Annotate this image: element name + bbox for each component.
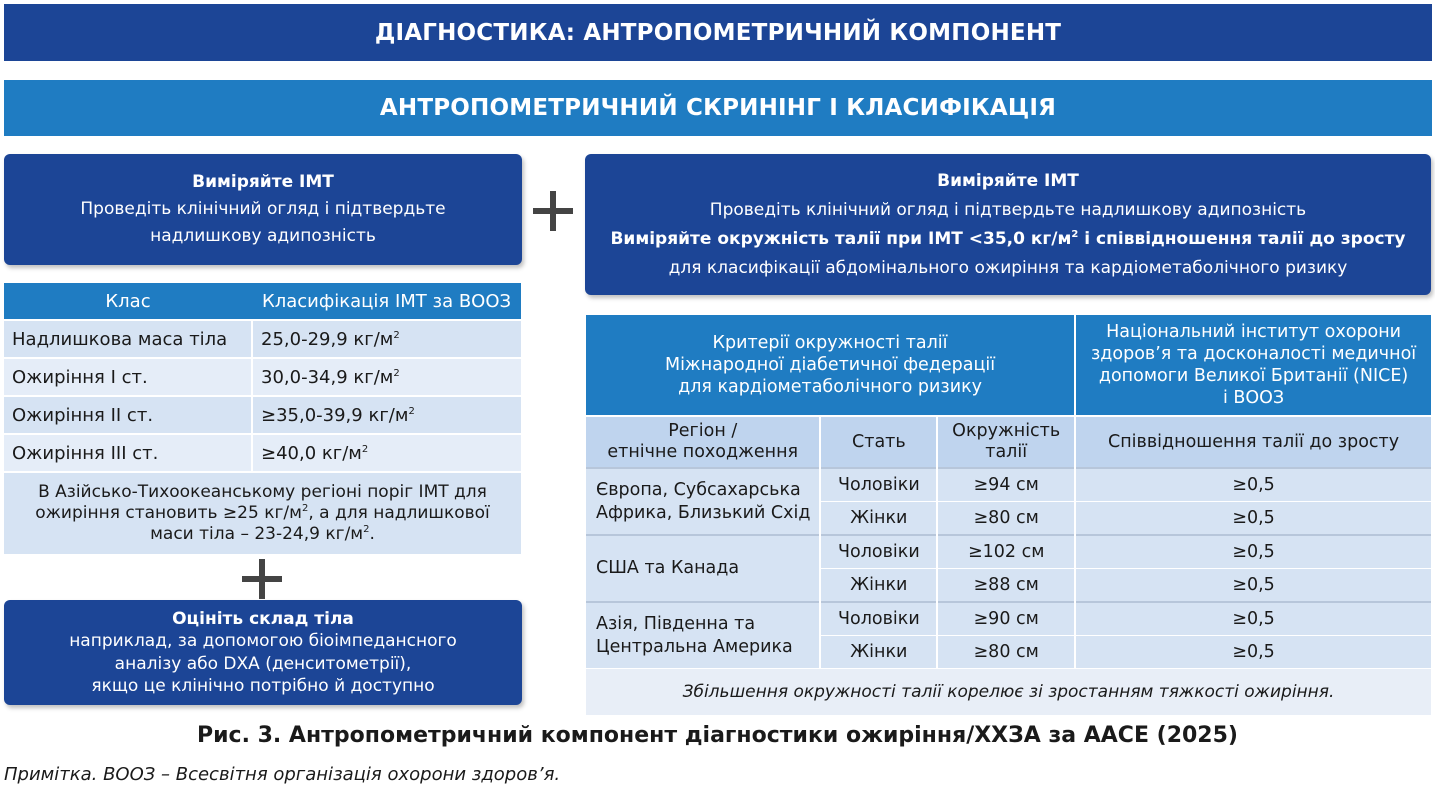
bmi-cell [252, 358, 521, 396]
region-cell [586, 535, 820, 602]
main-title-banner [4, 4, 1432, 61]
idf-header-line: Критерії окружності талії [712, 333, 948, 353]
col-header-ratio: Співвідношення талії до зросту [1075, 416, 1431, 468]
waist-footnote: Збільшення окружності талії корелює зі зростанням тяжкості ожиріння. [586, 669, 1431, 716]
figure-caption: Рис. 3. Антропометричний компонент діагностики ожиріння/ХХЗА за AACE (2025) [197, 723, 1238, 748]
col-header-region-line: Регіон / [668, 421, 738, 441]
measure-waist-line: Проведіть клінічний огляд і підтвердьте надлишкову адипозність [709, 199, 1307, 220]
nice-header [1075, 315, 1431, 416]
col-header-bmi: Класифікація ІМТ за ВООЗ [252, 283, 521, 320]
body-composition-heading: Оцініть склад тіла [172, 608, 354, 629]
main-title: ДІАГНОСТИКА: АНТРОПОМЕТРИЧНИЙ КОМПОНЕНТ [374, 19, 1062, 46]
region-cell [586, 468, 820, 535]
col-header-region [586, 416, 820, 468]
ratio-cell: ≥0,5 [1075, 569, 1431, 603]
bmi-value: ≥40,0 кг/м [261, 442, 362, 464]
body-composition-line: аналізу або DXA (денситометрії), [114, 653, 412, 674]
sex-cell: Жінки [820, 569, 937, 603]
section-title-banner [4, 80, 1432, 136]
measure-bmi-box [4, 154, 522, 265]
col-header-waist-line: Окружність [952, 421, 1061, 441]
measure-waist-heading: Виміряйте ІМТ [937, 170, 1079, 191]
waist-cell: ≥94 см [937, 468, 1075, 502]
measure-waist-line: для класифікації абдомінального ожиріння та кардіометаболічного ризику [668, 257, 1348, 278]
region-line: США та Канада [596, 558, 740, 578]
col-header-waist-line: талії [985, 442, 1028, 462]
table-row [4, 434, 521, 472]
col-header-region-line: етнічне походження [607, 442, 799, 462]
asia-pacific-note [4, 472, 521, 554]
bmi-value: 30,0-34,9 кг/м [261, 366, 394, 388]
measure-waist-emphasis [585, 225, 1431, 254]
bmi-classification-table [4, 283, 521, 554]
table-row [4, 396, 521, 434]
superscript: 2 [408, 405, 415, 417]
table-row [586, 602, 1431, 636]
bmi-cell [252, 434, 521, 472]
plus-icon [533, 191, 573, 231]
waist-cell: ≥88 см [937, 569, 1075, 603]
sex-cell: Чоловіки [820, 535, 937, 569]
emphasis-part-b: і співвідношення талії до зросту [1078, 228, 1406, 249]
waist-cell: ≥80 см [937, 636, 1075, 669]
bmi-value: 25,0-29,9 кг/м [261, 328, 394, 350]
measure-bmi-line: Проведіть клінічний огляд і підтвердьте [80, 199, 446, 219]
table-row [4, 358, 521, 396]
class-cell: Ожиріння II ст. [4, 396, 252, 434]
idf-header [586, 315, 1075, 416]
sex-cell: Чоловіки [820, 468, 937, 502]
class-cell: Надлишкова маса тіла [4, 320, 252, 358]
sex-cell: Жінки [820, 502, 937, 536]
superscript: 2 [393, 367, 400, 379]
body-composition-line: якщо це клінічно потрібно й доступно [91, 676, 435, 696]
bmi-cell [252, 320, 521, 358]
sex-cell: Чоловіки [820, 602, 937, 636]
measure-bmi-line: надлишкову адипозність [150, 226, 376, 246]
nice-header-line: Національний інститут охорони [1106, 322, 1402, 342]
table-row [4, 320, 521, 358]
nice-header-line: допомоги Великої Британії (NICE) [1098, 366, 1409, 386]
class-cell: Ожиріння I ст. [4, 358, 252, 396]
waist-cell: ≥80 см [937, 502, 1075, 536]
table-row [586, 535, 1431, 569]
region-line: Центральна Америка [596, 636, 793, 657]
waist-criteria-table [586, 315, 1431, 715]
note-part: . [369, 524, 375, 544]
superscript: 2 [363, 524, 370, 535]
measure-waist-box [585, 154, 1431, 295]
region-cell [586, 602, 820, 669]
table-subheader-row [586, 416, 1431, 468]
waist-cell: ≥102 см [937, 535, 1075, 569]
measure-bmi-heading: Виміряйте ІМТ [192, 172, 334, 192]
ratio-cell: ≥0,5 [1075, 602, 1431, 636]
body-composition-line: наприклад, за допомогою біоімпедансного [69, 631, 457, 651]
table-note-row [4, 472, 521, 554]
bmi-cell [252, 396, 521, 434]
superscript: 2 [1071, 228, 1079, 240]
bmi-value: ≥35,0-39,9 кг/м [261, 404, 409, 426]
ratio-cell: ≥0,5 [1075, 468, 1431, 502]
table-footnote-row [586, 669, 1431, 716]
waist-cell: ≥90 см [937, 602, 1075, 636]
note-part: В Азійсько-Тихоокеанському регіоні поріг ІМТ для ожиріння становить ≥25 кг/м [35, 482, 487, 523]
sex-cell: Жінки [820, 636, 937, 669]
ratio-cell: ≥0,5 [1075, 535, 1431, 569]
table-row [586, 468, 1431, 502]
col-header-sex: Стать [820, 416, 937, 468]
nice-header-line: і ВООЗ [1222, 388, 1285, 408]
table-header-row [4, 283, 521, 320]
nice-header-line: здоров’я та досконалості медичної [1090, 344, 1417, 364]
idf-header-line: Міжнародної діабетичної федерації [664, 355, 996, 375]
superscript: 2 [393, 329, 400, 341]
region-line: Європа, Субсахарська [596, 479, 801, 500]
idf-header-line: для кардіометаболічного ризику [678, 377, 983, 397]
plus-icon [242, 559, 282, 599]
ratio-cell: ≥0,5 [1075, 636, 1431, 669]
region-line: Африка, Близький Схід [596, 502, 811, 523]
col-header-class: Клас [4, 283, 252, 320]
superscript: 2 [301, 503, 309, 514]
emphasis-part-a: Виміряйте окружність талії при ІМТ <35,0 кг/м [610, 228, 1072, 249]
note-part: , а для надлишкової маси тіла – 23-24,9 кг/м [150, 503, 490, 544]
col-header-waist [937, 416, 1075, 468]
body-composition-box [4, 600, 522, 705]
region-line: Азія, Південна та [596, 613, 756, 634]
figure-note: Примітка. ВООЗ – Всесвітня організація охорони здоров’я. [4, 764, 561, 785]
section-title: АНТРОПОМЕТРИЧНИЙ СКРИНІНГ І КЛАСИФІКАЦІЯ [379, 95, 1057, 121]
class-cell: Ожиріння III ст. [4, 434, 252, 472]
superscript: 2 [361, 443, 369, 455]
ratio-cell: ≥0,5 [1075, 502, 1431, 536]
table-header-row [586, 315, 1431, 416]
